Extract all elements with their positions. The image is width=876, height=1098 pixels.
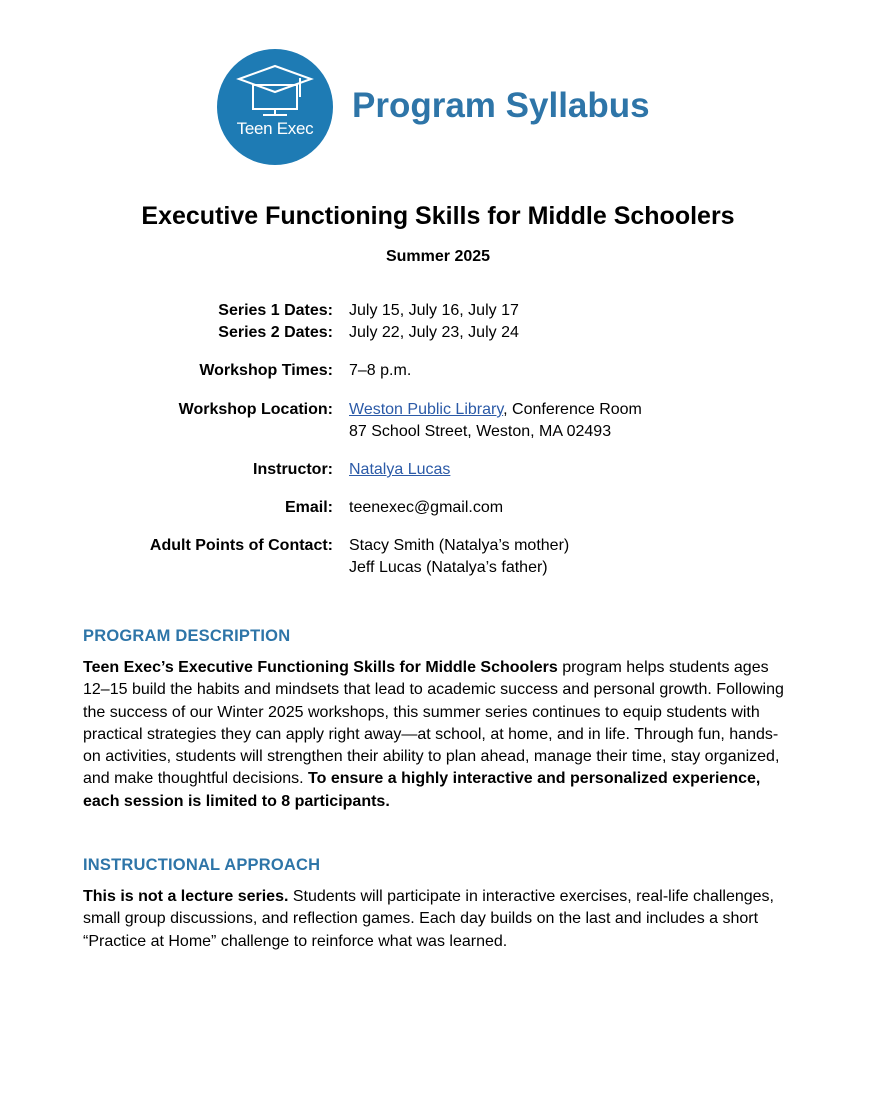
instructional-approach-text bbox=[83, 886, 795, 953]
logo-text: Teen Exec bbox=[236, 119, 314, 138]
instructional-approach-lead: This is not a lecture series. bbox=[83, 888, 289, 905]
contacts-label: Adult Points of Contact: bbox=[149, 537, 333, 554]
location-address: 87 School Street, Weston, MA 02493 bbox=[349, 423, 612, 440]
contact-mother: Stacy Smith (Natalya’s mother) bbox=[349, 537, 570, 554]
teen-exec-logo bbox=[217, 49, 333, 165]
series2-label: Series 2 Dates: bbox=[218, 324, 333, 341]
series2-value: July 22, July 23, July 24 bbox=[349, 324, 519, 341]
page-title: Program Syllabus bbox=[352, 86, 650, 125]
library-link[interactable]: Weston Public Library bbox=[349, 401, 504, 418]
contact-father: Jeff Lucas (Natalya’s father) bbox=[349, 559, 548, 576]
program-description-heading: PROGRAM DESCRIPTION bbox=[83, 627, 291, 645]
program-description-text bbox=[83, 657, 795, 813]
times-label: Workshop Times: bbox=[199, 362, 333, 379]
document-title: Executive Functioning Skills for Middle Schoolers bbox=[141, 202, 735, 230]
instructor-label: Instructor: bbox=[253, 461, 333, 478]
program-description-tail: To ensure a highly interactive and personalized experience, each session is limited to 8 participants. bbox=[83, 770, 761, 810]
document-subtitle: Summer 2025 bbox=[385, 248, 491, 265]
program-description-body: program helps students ages 12–15 build the habits and mindsets that lead to academic success and personal growth. Following the success of our Winter 2025 workshops, this summer series continues to equip students with practical strategies they can apply right away—at school, at home, and in life. Through fun, hands-on activities, students will strengthen their ability to plan ahead, manage their time, stay organized, and make thoughtful decisions. bbox=[83, 659, 784, 788]
series1-label: Series 1 Dates: bbox=[218, 302, 333, 319]
program-description-lead: Teen Exec’s Executive Functioning Skills for Middle Schoolers bbox=[83, 659, 558, 676]
location-label: Workshop Location: bbox=[178, 401, 333, 418]
email-label: Email: bbox=[284, 499, 333, 516]
series1-value: July 15, July 16, July 17 bbox=[349, 302, 519, 319]
email-value: teenexec@gmail.com bbox=[349, 499, 504, 516]
instructional-approach-heading: INSTRUCTIONAL APPROACH bbox=[83, 856, 321, 874]
times-value: 7–8 p.m. bbox=[349, 362, 412, 379]
instructional-approach-body: Students will participate in interactive exercises, real-life challenges, small group discussions, and reflection games. Each day builds on the last and includes a short “Practice at Home” challenge to reinforce what was learned. bbox=[83, 888, 774, 950]
instructor-link[interactable]: Natalya Lucas bbox=[349, 461, 451, 478]
graduation-cap-monitor-icon bbox=[217, 49, 333, 165]
location-room: , Conference Room bbox=[503, 401, 642, 418]
page-header bbox=[216, 48, 736, 164]
location-value bbox=[349, 399, 642, 421]
